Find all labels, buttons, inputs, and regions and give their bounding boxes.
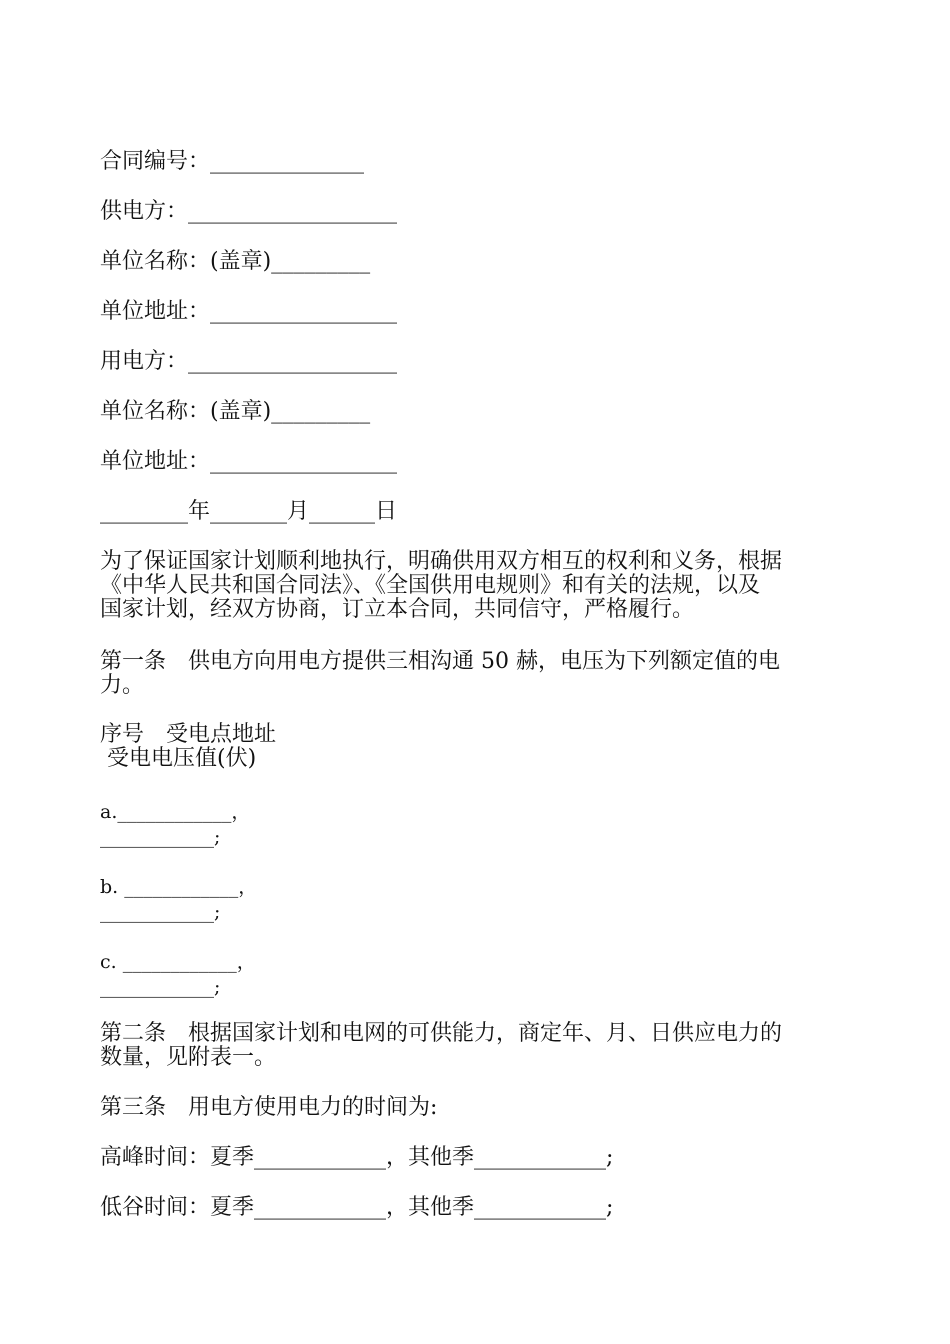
preamble-line-3: 国家计划，经双方协商，订立本合同，共同信守，严格履行。 (100, 597, 695, 622)
consumer-name-line: 单位名称：(盖章)_________ (100, 399, 371, 424)
supplier-line: 供电方：___________________ (100, 199, 398, 224)
article-1-line-1: 第一条 供电方向用电方提供三相沟通 50 赫，电压为下列额定值的电 (100, 649, 780, 674)
item-b-line-1: b. ____________， (100, 876, 258, 898)
item-c-line-1: c. ____________， (100, 951, 256, 973)
article-3-line: 第三条 用电方使用电力的时间为: (100, 1095, 438, 1120)
item-b-line-2: ____________; (100, 901, 221, 923)
preamble-line-2: 《中华人民共和国合同法》、《全国供用电规则》和有关的法规，以及 (100, 573, 761, 598)
supplier-name-line: 单位名称：(盖章)_________ (100, 249, 371, 274)
consumer-address-line: 单位地址：_________________ (100, 449, 398, 474)
date-line: ________年_______月______日 (100, 499, 398, 524)
item-a-line-1: a.____________， (100, 801, 251, 823)
article-1-line-2: 力。 (100, 673, 145, 698)
article-2-line-2: 数量，见附表一。 (100, 1045, 277, 1070)
item-c-line-2: ____________; (100, 976, 221, 998)
table-header-line-2: 受电电压值(伏) (100, 746, 257, 771)
preamble-line-1: 为了保证国家计划顺利地执行，明确供用双方相互的权利和义务，根据 (100, 549, 783, 574)
valley-time-line: 低谷时间：夏季____________，其他季____________; (100, 1195, 614, 1220)
peak-time-line: 高峰时间：夏季____________，其他季____________; (100, 1145, 614, 1170)
consumer-line: 用电方：___________________ (100, 349, 398, 374)
article-2-line-1: 第二条 根据国家计划和电网的可供能力，商定年、月、日供应电力的 (100, 1021, 783, 1046)
supplier-address-line: 单位地址：_________________ (100, 299, 398, 324)
table-header-line-1: 序号 受电点地址 (100, 722, 277, 747)
item-a-line-2: ____________; (100, 826, 221, 848)
contract-number-line: 合同编号：______________ (100, 149, 365, 174)
